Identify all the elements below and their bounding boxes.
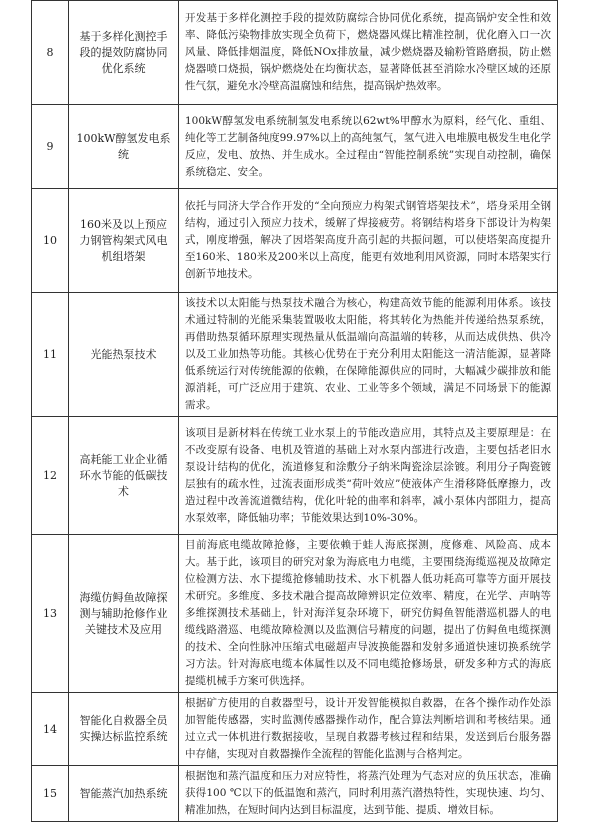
technology-name: 智能蒸汽加热系统	[69, 766, 179, 822]
table-row	[32, 417, 558, 535]
technology-description: 该技术以太阳能与热泵技术融合为核心，构建高效节能的能源利用体系。该技术通过特制的光能采集装置吸收太阳能，将其转化为热能并传递给热泵系统，再借助热泵循环原理实现热量从低温端向高温端的转移，从而达成供热、供冷以及工业加热等功能。其核心优势在于充分利用太阳能这一清洁能源，显著降低系统运行对传统能源的依赖，在保障能源供应的同时，大幅减少碳排放和能源消耗，可广泛应用于建筑、农业、工业等多个领域，满足不同场景下的能源需求。	[179, 293, 558, 417]
table-row	[32, 293, 558, 417]
row-number: 8	[32, 1, 69, 105]
row-number: 15	[32, 766, 69, 822]
row-number: 10	[32, 189, 69, 293]
technology-description: 根据饱和蒸汽温度和压力对应特性，将蒸汽处理为气态对应的负压状态，准确获得100 ℃以下的低温饱和蒸汽，同时利用蒸汽潜热特性，实现快速、均匀、精准加热，在短时间内达到目标温度，达到节能、提质、增效目标。	[179, 766, 558, 822]
table-row	[32, 189, 558, 293]
row-number: 14	[32, 693, 69, 766]
technology-name: 光能热泵技术	[69, 293, 179, 417]
technology-name: 高耗能工业企业循环水节能的低碳技术	[69, 417, 179, 535]
technology-name: 海缆仿鲟鱼故障探测与辅助抢修作业关键技术及应用	[69, 535, 179, 693]
technology-description: 目前海底电缆故障抢修，主要依赖于蛙人海底探测，度修难、风险高、成本大。基于此，该项目的研究对象为海底电力电缆，主要围绕海缆巡视及故障定位检测方法、水下提缆抢修辅助技术、水下机器人低功耗高可靠等方面开展技术研究。多维度、多技术融合提高故障辨识定位效率、精度，在光学、声呐等多维探测技术基础上，针对海洋复杂环境下，研究仿鲟鱼智能潜巡机器人的电缆线路潜巡、电缆故障检测以及监测信号精度的问题，提出了仿鲟鱼电缆探测的技术、全向性脉冲压缩式电磁超声导波换能器和发射多通道快速切换系统学习方法。针对海底电缆本体属性以及不同电缆抢修场景，研发多种方式的海底提缆机械手方案可供选择。	[179, 535, 558, 693]
row-number: 13	[32, 535, 69, 693]
table-row	[32, 1, 558, 105]
technology-name: 智能化自救器全员实操达标监控系统	[69, 693, 179, 766]
technology-description: 依托与同济大学合作开发的“全向预应力构架式钢管塔架技术”，塔身采用全钢结构，通过引入预应力技术，缓解了焊接疲劳。将钢结构塔身下部设计为构架式，刚度增强，解决了因塔架高度升高引起的共振问题，可以使塔架高度提升至160米、180米及200米以上高度，能更有效地利用风资源，同时本塔架实行创新节地技术。	[179, 189, 558, 293]
technology-name: 100kW醇氢发电系统	[69, 105, 179, 189]
table-row	[32, 766, 558, 822]
technology-description: 开发基于多样化测控手段的提效防腐综合协同优化系统，提高锅炉安全性和效率、降低污染物排放实现全负荷下，燃烧器风煤比精准控制，优化磨入口一次风量、降低排烟温度，降低NOx排放量，减少燃烧器及输粉管路磨损，防止燃烧器喷口烧损，锅炉燃烧处在均衡状态，显著降低甚至消除水冷壁区域的还原性气氛，避免水冷壁高温腐蚀和结焦，提高锅炉热效率。	[179, 1, 558, 105]
table-row	[32, 105, 558, 189]
row-number: 9	[32, 105, 69, 189]
technology-description: 100kW醇氢发电系统制氢发电系统以62wt%甲醇水为原料，经气化、重组、纯化等工艺制备纯度99.97%以上的高纯氢气，氢气进入电堆膜电极发生电化学反应，发电、放热、并生成水。全过程由“智能控制系统”实现自动控制，确保系统稳定、安全。	[179, 105, 558, 189]
technology-name: 基于多样化测控手段的提效防腐协同优化系统	[69, 1, 179, 105]
table-row	[32, 535, 558, 693]
table-row	[32, 693, 558, 766]
technology-description: 该项目是新材料在传统工业水泵上的节能改造应用，其特点及主要原理是：在不改变原有设备、电机及管道的基础上对水泵内部进行改造，主要包括老旧水泵设计结构的优化，流道修复和涂敷分子纳米陶瓷涂层涂镀。利用分子陶瓷镀层独有的疏水性，过流表面形成类“荷叶效应”使液体产生滑移降低摩擦力，改造过程中改善流道微结构，优化叶轮的曲率和斜率，减小泵体内部阻力，提高水泵效率，降低轴功率；节能效果达到10%-30%。	[179, 417, 558, 535]
technology-name: 160米及以上预应力钢管构架式风电机组塔架	[69, 189, 179, 293]
row-number: 11	[32, 293, 69, 417]
technology-table	[31, 0, 558, 822]
technology-description: 根据矿方使用的自救器型号，设计开发智能模拟自救器，在各个操作动作处添加智能传感器，实时监测传感器操作动作，配合算法判断培训和考核结果。通过立式一体机进行数据接收，呈现自救器考核过程和结果，发送到后台服务器中存储，实现对自救器操作全流程的智能化监测与合格判定。	[179, 693, 558, 766]
row-number: 12	[32, 417, 69, 535]
